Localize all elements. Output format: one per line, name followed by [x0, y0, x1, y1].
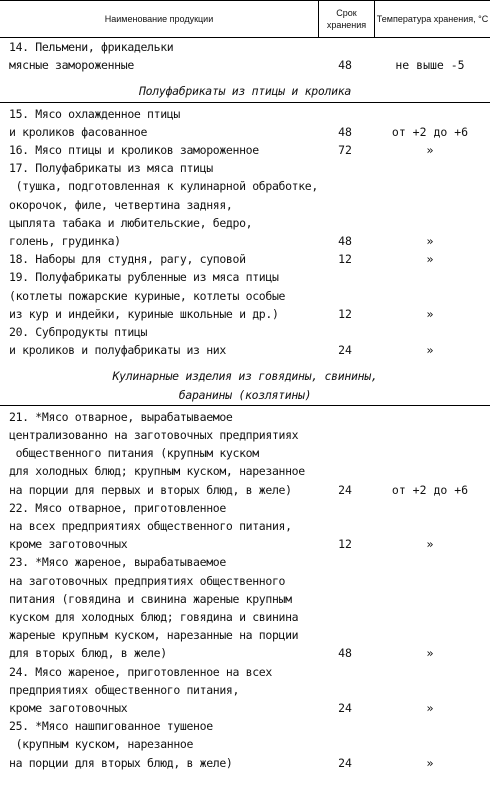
storage-term: 48 [338, 124, 352, 139]
product-name-line: и кроликов фасованное [9, 124, 148, 139]
storage-temperature: » [426, 755, 434, 770]
storage-term: 24 [338, 755, 352, 770]
section-title-cont: баранины (козлятины) [178, 387, 312, 402]
product-name-line: (крупным куском, нарезанное [9, 737, 194, 752]
storage-term: 72 [338, 143, 352, 157]
header-name-column [0, 0, 318, 37]
product-name-line: для холодных блюд; крупным куском, нарезанное [9, 464, 305, 479]
product-name-line: жареные крупным куском, нарезанные на порции [9, 628, 299, 643]
product-name-line: (котлеты пожарские куриные, котлеты особые [9, 288, 286, 303]
header-temp-column [375, 0, 490, 37]
product-name-line: на всех предприятиях общественного питания, [9, 519, 292, 533]
header-name-label: Наименование продукции [104, 13, 214, 24]
product-name-line: (тушка, подготовленная к кулинарной обработке, [9, 179, 318, 194]
product-name-line: 18. Наборы для студня, рагу, суповой [9, 252, 246, 267]
storage-term: 24 [338, 482, 352, 497]
storage-temperature: » [426, 252, 434, 267]
storage-temperature: » [426, 701, 434, 715]
product-name-line: 17. Полуфабрикаты из мяса птицы [9, 161, 213, 176]
header-temp-label: Температура хранения, °С [376, 13, 489, 24]
storage-temperature: » [426, 306, 434, 321]
product-name-line: для вторых блюд, в желе) [9, 646, 167, 661]
storage-temperature: » [426, 143, 434, 157]
product-name-line: 16. Мясо птицы и кроликов замороженное [9, 143, 259, 157]
section-title: Полуфабрикаты из птицы и кролика [139, 84, 351, 99]
product-name-line: питания (говядина и свинина жареные крупным [9, 591, 292, 606]
storage-term: 48 [338, 646, 352, 661]
product-name-line: 24. Мясо жареное, приготовленное на всех [9, 664, 272, 679]
product-name-line: 22. Мясо отварное, приготовленное [9, 500, 226, 515]
product-name-line: 21. *Мясо отварное, вырабатываемое [9, 409, 233, 424]
section-title: Кулинарные изделия из говядины, свинины, [112, 369, 378, 384]
product-name-line: централизованно на заготовочных предприятиях [9, 428, 299, 442]
storage-temperature: от +2 до +6 [391, 482, 469, 497]
product-name-line: 15. Мясо охлажденное птицы [9, 106, 180, 121]
storage-temperature: » [426, 343, 434, 358]
product-name-line: на заготовочных предприятиях общественного [9, 573, 286, 588]
product-name-line: 23. *Мясо жареное, вырабатываемое [9, 555, 226, 570]
product-name-line: общественного питания (крупным куском [9, 446, 259, 461]
storage-term: 24 [338, 343, 352, 358]
storage-term: 24 [338, 701, 352, 715]
storage-term: 48 [338, 234, 352, 248]
product-name-line: предприятиях общественного питания, [9, 682, 240, 697]
product-name-line: окорочок, филе, четвертина задняя, [9, 197, 233, 212]
storage-temperature: от +2 до +6 [391, 124, 469, 139]
storage-term: 12 [338, 537, 352, 552]
storage-temperature: » [426, 646, 434, 661]
product-name-line: 19. Полуфабрикаты рубленные из мяса птицы [9, 270, 279, 285]
product-name-line: цыплята табака и любительские, бедро, [9, 215, 253, 230]
product-name-line: мясные замороженные [9, 58, 134, 73]
product-name-line: 25. *Мясо нашпигованное тушеное [9, 719, 213, 734]
header-term-label: Срок хранения [326, 7, 367, 30]
product-name-line: из кур и индейки, куриные школьные и др.) [9, 306, 279, 321]
product-name-line: и кроликов и полуфабрикаты из них [9, 343, 226, 358]
product-name-line: 20. Субпродукты птицы [9, 325, 148, 339]
header-term-column [319, 0, 374, 37]
product-name-line: кроме заготовочных [9, 537, 128, 552]
storage-term: 12 [338, 306, 352, 321]
storage-temperature: не выше -5 [395, 58, 465, 73]
storage-term: 12 [338, 252, 352, 267]
product-name-line: 14. Пельмени, фрикадельки [9, 40, 174, 54]
storage-temperature: » [426, 234, 434, 248]
product-name-line: куском для холодных блюд; говядина и свинина [9, 610, 299, 624]
storage-term: 48 [338, 58, 352, 73]
storage-temperature: » [426, 537, 434, 552]
product-name-line: голень, грудинка) [9, 234, 121, 248]
product-name-line: на порции для первых и вторых блюд, в желе) [9, 482, 292, 497]
section-divider [0, 405, 490, 406]
product-name-line: на порции для вторых блюд, в желе) [9, 755, 233, 770]
product-name-line: кроме заготовочных [9, 701, 128, 715]
section-divider [0, 102, 490, 103]
